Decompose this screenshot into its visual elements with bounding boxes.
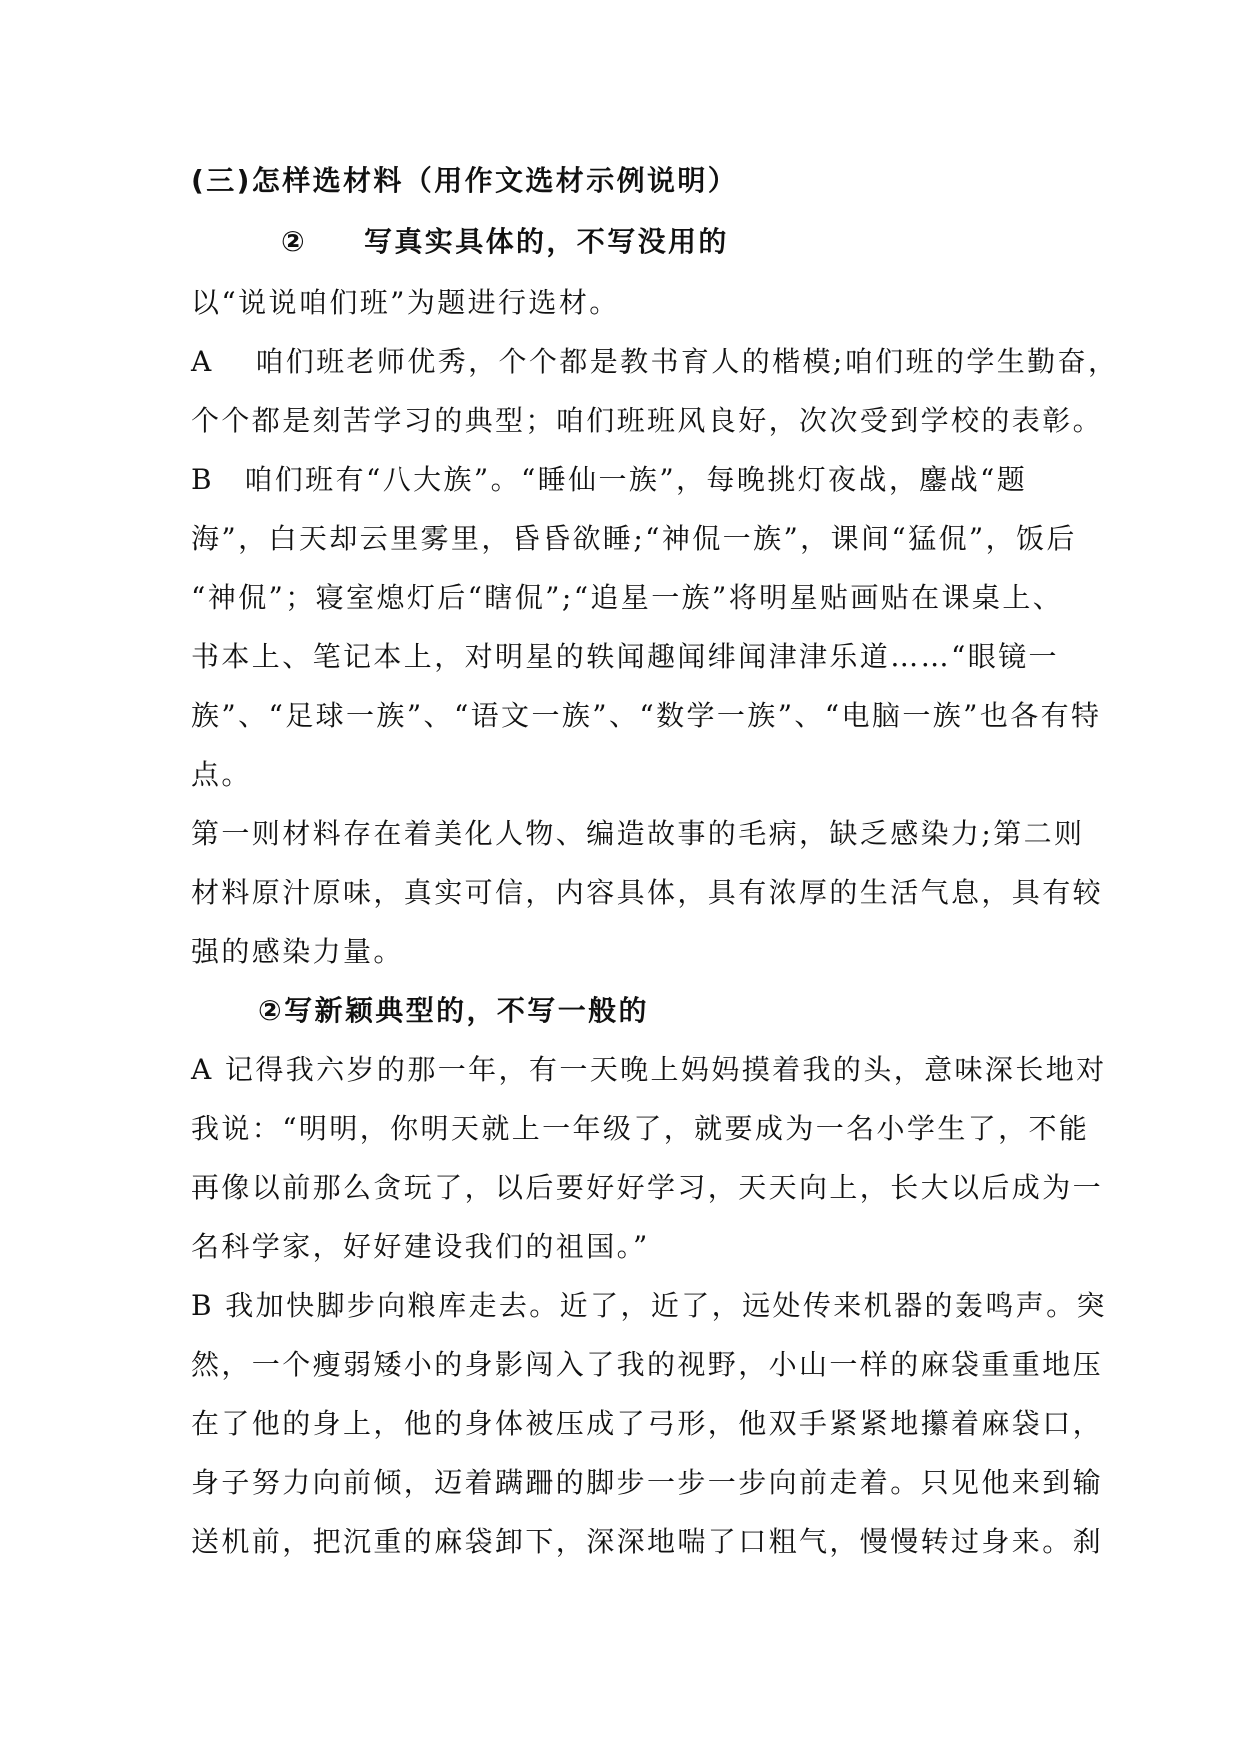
example2-line: A 记得我六岁的那一年，有一天晚上妈妈摸着我的头，意味深长地对 [191,1053,1107,1086]
example2-line: 然，一个瘦弱矮小的身影闯入了我的视野，小山一样的麻袋重重地压 [191,1348,1104,1381]
section-title: (三)怎样选材料（用作文选材示例说明） [191,164,739,197]
example2-line: 我说：“明明，你明天就上一年级了，就要成为一名小学生了，不能 [191,1112,1090,1145]
example1-line: 第一则材料存在着美化人物、编造故事的毛病，缺乏感染力;第二则 [191,817,1085,850]
example1-line: B 咱们班有“八大族”。“睡仙一族”，每晚挑灯夜战，鏖战“题 [191,463,1028,496]
point2-heading: ②写新颖典型的，不写一般的 [258,994,649,1027]
intro-text: 以“说说咱们班”为题进行选材。 [191,286,620,319]
point1-heading [281,222,729,262]
example1-line: 海”，白天却云里雾里，昏昏欲睡;“神侃一族”，课间“猛侃”，饭后 [191,522,1077,555]
example2-line: B 我加快脚步向粮库走去。近了，近了，远处传来机器的轰鸣声。突 [191,1289,1107,1322]
example2-line: 再像以前那么贪玩了，以后要好好学习，天天向上，长大以后成为一 [191,1171,1104,1204]
example1-line: 材料原汁原味，真实可信，内容具体，具有浓厚的生活气息，具有较 [191,876,1104,909]
example1-line: 个个都是刻苦学习的典型；咱们班班风良好，次次受到学校的表彰。 [191,404,1104,437]
example1-line: A 咱们班老师优秀，个个都是教书育人的楷模;咱们班的学生勤奋， [191,345,1119,378]
point1-number: ② [281,225,308,258]
example1-line: 族”、“足球一族”、“语文一族”、“数学一族”、“电脑一族”也各有特 [191,699,1102,732]
example2-line: 名科学家，好好建设我们的祖国。” [191,1230,650,1263]
example1-line: “神侃”；寝室熄灯后“瞎侃”;“追星一族”将明星贴画贴在课桌上、 [191,581,1064,614]
example1-line: 强的感染力量。 [191,935,404,968]
example1-line: 点。 [191,758,252,791]
example2-line: 在了他的身上，他的身体被压成了弓形，他双手紧紧地攥着麻袋口， [191,1407,1104,1440]
example1-line: 书本上、笔记本上，对明星的轶闻趣闻绯闻津津乐道……“眼镜一 [191,640,1059,673]
example2-line: 身子努力向前倾，迈着蹒跚的脚步一步一步向前走着。只见他来到输 [191,1466,1104,1499]
point1-title: 写真实具体的，不写没用的 [364,225,729,258]
example2-line: 送机前，把沉重的麻袋卸下，深深地喘了口粗气，慢慢转过身来。刹 [191,1525,1104,1558]
